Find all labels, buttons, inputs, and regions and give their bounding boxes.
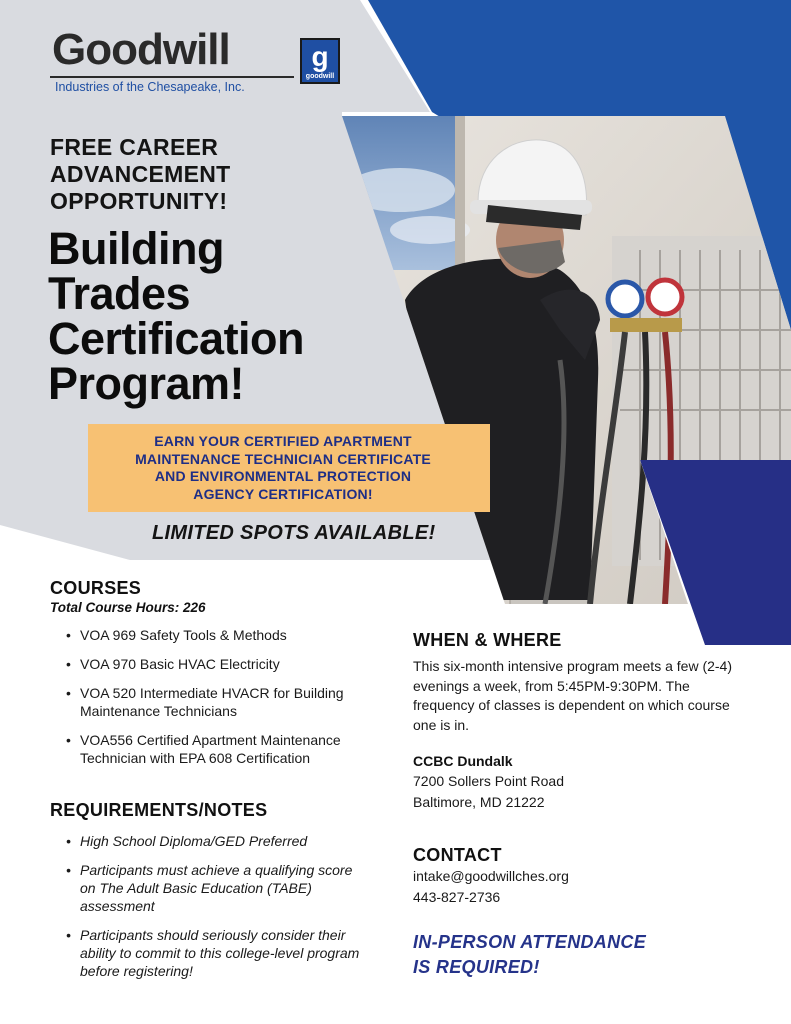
career-tagline [50,134,340,215]
list-item: • High School Diploma/GED Preferred [66,832,366,850]
address-line: Baltimore, MD 21222 [413,794,545,810]
list-item: • VOA 970 Basic HVAC Electricity [66,655,366,673]
requirements-list [66,832,366,991]
attendance-line: IN-PERSON ATTENDANCE [413,932,647,952]
banner-line: EARN YOUR CERTIFIED APARTMENT [154,433,412,449]
limited-spots-notice: LIMITED SPOTS AVAILABLE! [152,522,436,544]
list-item: • VOA 520 Intermediate HVACR for Building Maintenance Technicians [66,684,366,720]
certificate-banner-text [100,433,466,503]
banner-line: AGENCY CERTIFICATION! [193,485,373,502]
list-item: • Participants must achieve a qualifying score on The Adult Basic Education (TABE) assessment [66,861,366,915]
courses-heading: COURSES [50,578,142,598]
course-list [66,626,366,778]
course-hours: Total Course Hours: 226 [50,600,206,615]
title-line: Program! [48,358,245,409]
list-item: • VOA 969 Safety Tools & Methods [66,626,366,644]
logo-wordmark: Goodwill [52,25,230,74]
address-line: 7200 Sollers Point Road [413,773,564,789]
goodwill-smiling-g-icon [300,38,340,84]
contact-phone-link[interactable]: 443-827-2736 [413,889,501,905]
contact-email-link[interactable]: intake@goodwillches.org [413,868,569,884]
banner-line: MAINTENANCE TECHNICIAN CERTIFICATE [135,450,431,467]
logo-tagline: Industries of the Chesapeake, Inc. [55,80,245,94]
contact-heading: CONTACT [413,845,502,865]
banner-line: AND ENVIRONMENTAL PROTECTION [154,468,412,484]
schedule-description: This six-month intensive program meets a few (2-4) evenings a week, from 5:45PM-9:30PM. The frequency of classes is dependent on which course one is in. [413,658,732,733]
list-item: • Participants should seriously consider their ability to commit to this college-level program before registering! [66,926,366,980]
tagline-line: ADVANCEMENT [50,161,231,187]
goodwill-logo [50,25,350,96]
venue-name: CCBC Dundalk [413,753,513,769]
requirements-heading: REQUIREMENTS/NOTES [50,800,268,820]
when-where-heading: WHEN & WHERE [413,630,562,650]
logo-badge-text: goodwill [305,73,335,80]
page-title [48,223,408,409]
title-line: Trades [48,268,191,319]
tagline-line: FREE CAREER [50,134,219,160]
title-line: Building [48,223,224,274]
title-line: Certification [48,313,305,364]
attendance-line: IS REQUIRED! [413,957,540,977]
attendance-notice [413,930,713,980]
logo-badge-glyph: g [311,41,329,72]
list-item: • VOA556 Certified Apartment Maintenance Technician with EPA 608 Certification [66,731,366,767]
logo-rule [50,76,294,78]
tagline-line: OPPORTUNITY! [50,188,228,214]
